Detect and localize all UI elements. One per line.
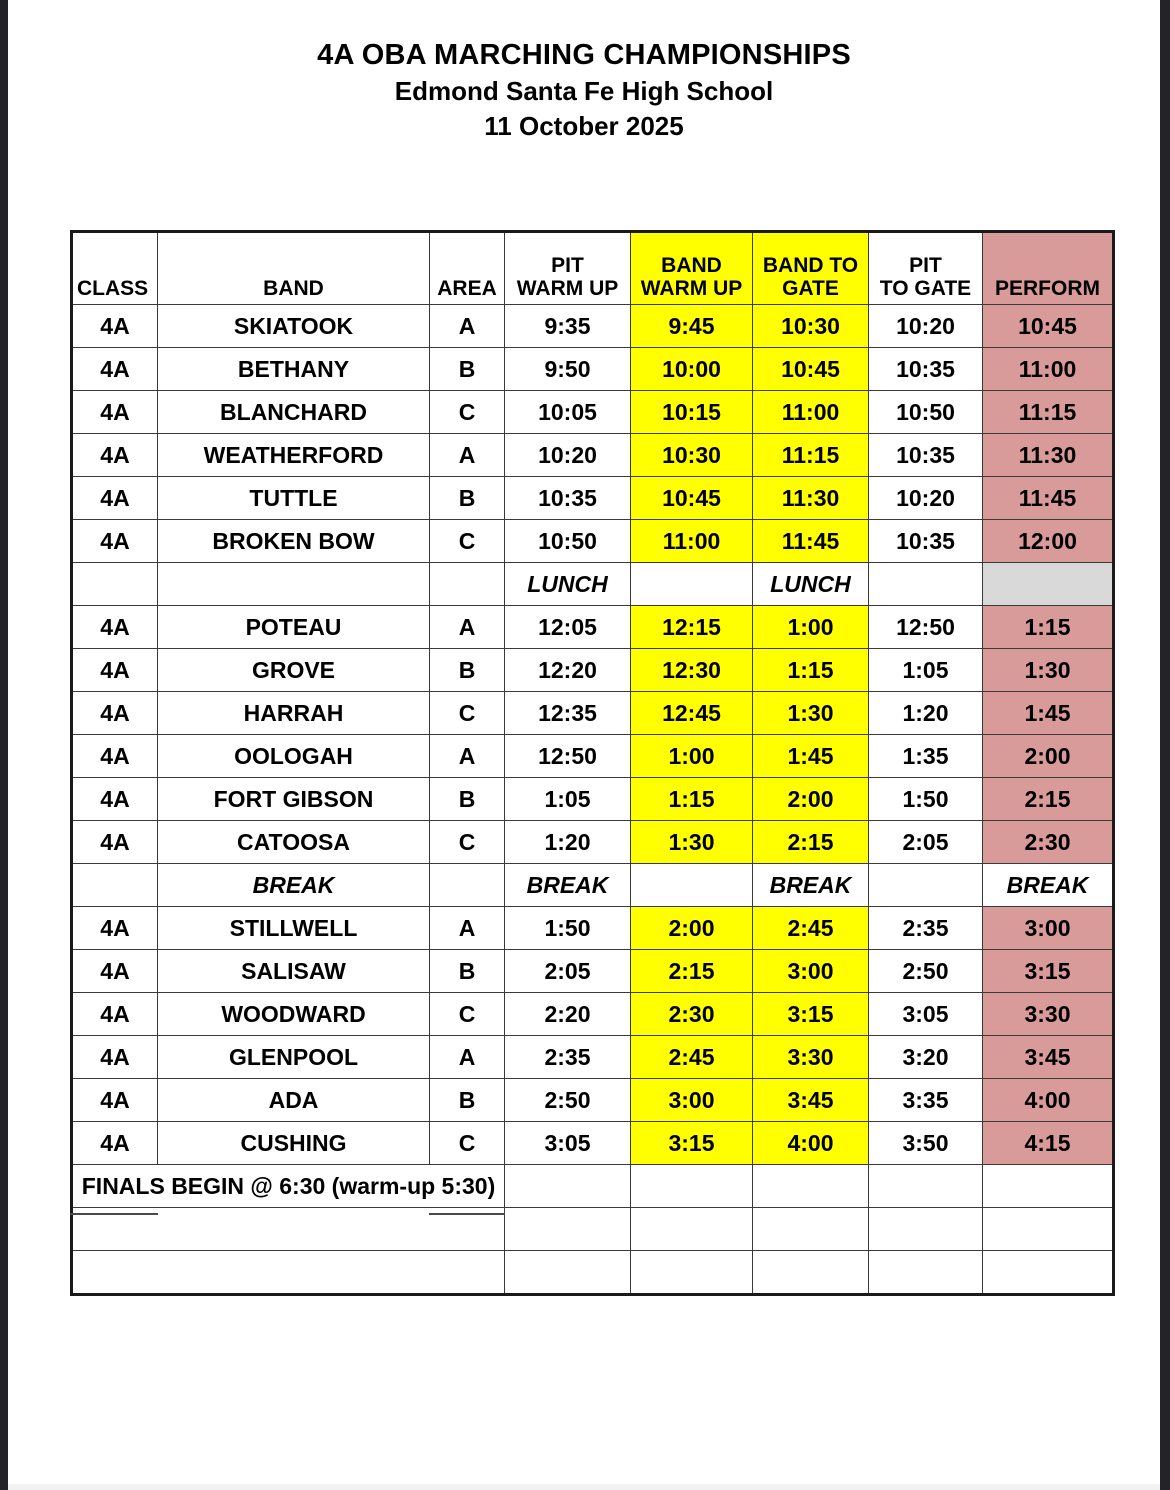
table-row [72, 950, 1114, 993]
cell-band-to-gate: 1:00 [753, 606, 869, 649]
cell-band: ADA [158, 1079, 430, 1122]
cell-band-warm-up: 12:30 [631, 649, 753, 692]
cell-area [430, 864, 505, 907]
cell-perform: 1:15 [983, 606, 1114, 649]
cell-band-to-gate: 2:15 [753, 821, 869, 864]
table-row [72, 907, 1114, 950]
cell-band-warm-up: 10:00 [631, 348, 753, 391]
cell-pit-to-gate: 10:20 [869, 477, 983, 520]
cell-pit-to-gate: 12:50 [869, 606, 983, 649]
cell-perform: 11:45 [983, 477, 1114, 520]
cell-blank [753, 1251, 869, 1295]
cell-pit-warm-up: BREAK [505, 864, 631, 907]
cell-pit-to-gate: 3:05 [869, 993, 983, 1036]
cell-band-warm-up: 2:00 [631, 907, 753, 950]
cell-band-to-gate: BREAK [753, 864, 869, 907]
cell-perform: 2:00 [983, 735, 1114, 778]
cell-pit-warm-up: 12:20 [505, 649, 631, 692]
cell-band-to-gate: 4:00 [753, 1122, 869, 1165]
cell-pit-to-gate: 3:20 [869, 1036, 983, 1079]
cell-blank [983, 1165, 1114, 1208]
cell-band-warm-up: 1:15 [631, 778, 753, 821]
column-header-band-to-gate-line1: BAND TO [762, 253, 859, 277]
cell-band-to-gate: 10:45 [753, 348, 869, 391]
cell-pit-to-gate: 10:20 [869, 305, 983, 348]
finals-note: FINALS BEGIN @ 6:30 (warm-up 5:30) [72, 1165, 505, 1208]
cell-pit-warm-up: 9:50 [505, 348, 631, 391]
cell-perform: 12:00 [983, 520, 1114, 563]
cell-perform: 4:15 [983, 1122, 1114, 1165]
cell-perform: 2:30 [983, 821, 1114, 864]
cell-band: CATOOSA [158, 821, 430, 864]
cell-pit-warm-up: 12:05 [505, 606, 631, 649]
cell-band-to-gate: 3:30 [753, 1036, 869, 1079]
cell-pit-to-gate: 10:35 [869, 348, 983, 391]
cell-pit-to-gate: 2:05 [869, 821, 983, 864]
cell-band-warm-up: 9:45 [631, 305, 753, 348]
cell-perform: 4:00 [983, 1079, 1114, 1122]
column-header-band-to-gate-line2: GATE [782, 277, 839, 301]
cell-area: A [430, 305, 505, 348]
table-row [72, 477, 1114, 520]
cell-area: C [430, 1122, 505, 1165]
cell-blank [631, 1251, 753, 1295]
cell-class: 4A [72, 477, 158, 520]
cell-pit-warm-up: 12:50 [505, 735, 631, 778]
cell-class: 4A [72, 735, 158, 778]
cell-band [158, 563, 430, 606]
cell-band-warm-up: 1:00 [631, 735, 753, 778]
table-row [72, 348, 1114, 391]
cell-band-warm-up: 3:00 [631, 1079, 753, 1122]
cell-blank [869, 1208, 983, 1251]
table-row [72, 606, 1114, 649]
cell-perform: 11:00 [983, 348, 1114, 391]
cell-perform: 11:30 [983, 434, 1114, 477]
footer-rule-right [429, 1213, 505, 1215]
cell-pit-to-gate: 10:50 [869, 391, 983, 434]
cell-perform: 1:30 [983, 649, 1114, 692]
cell-class: 4A [72, 348, 158, 391]
cell-band-to-gate: 3:15 [753, 993, 869, 1036]
cell-band-warm-up: 2:45 [631, 1036, 753, 1079]
column-header-pit-to-gate-line2: TO GATE [879, 277, 972, 301]
cell-band-warm-up: 2:15 [631, 950, 753, 993]
cell-area: B [430, 950, 505, 993]
cell-band-warm-up [631, 864, 753, 907]
table-row [72, 821, 1114, 864]
cell-blank [631, 1165, 753, 1208]
cell-band: TUTTLE [158, 477, 430, 520]
cell-band: HARRAH [158, 692, 430, 735]
cell-class: 4A [72, 821, 158, 864]
cell-perform: 3:00 [983, 907, 1114, 950]
cell-band-warm-up: 10:45 [631, 477, 753, 520]
cell-pit-warm-up: LUNCH [505, 563, 631, 606]
cell-class: 4A [72, 606, 158, 649]
cell-band: FORT GIBSON [158, 778, 430, 821]
cell-band: CUSHING [158, 1122, 430, 1165]
cell-pit-to-gate [869, 864, 983, 907]
column-header-band-warm-up [631, 232, 753, 305]
cell-area: A [430, 735, 505, 778]
cell-band: GLENPOOL [158, 1036, 430, 1079]
column-header-band: BAND [158, 232, 430, 305]
document-page [8, 0, 1160, 1484]
cell-band: BREAK [158, 864, 430, 907]
table-row [72, 520, 1114, 563]
table-row [72, 1036, 1114, 1079]
cell-blank [505, 1165, 631, 1208]
column-header-pit-to-gate [869, 232, 983, 305]
blank-row [72, 1251, 1114, 1295]
table-row [72, 778, 1114, 821]
column-header-pit-to-gate-line1: PIT [909, 253, 942, 277]
cell-band: STILLWELL [158, 907, 430, 950]
cell-band-warm-up: 12:15 [631, 606, 753, 649]
cell-blank [983, 1251, 1114, 1295]
cell-class: 4A [72, 692, 158, 735]
cell-pit-warm-up: 1:20 [505, 821, 631, 864]
cell-band-warm-up: 12:45 [631, 692, 753, 735]
table-row [72, 649, 1114, 692]
cell-area: C [430, 993, 505, 1036]
column-header-band-warm-up-line2: WARM UP [640, 277, 743, 301]
page-title: 4A OBA MARCHING CHAMPIONSHIPS [317, 39, 851, 71]
table-header-row [72, 232, 1114, 305]
cell-class: 4A [72, 778, 158, 821]
column-header-pit-warm-up-line1: PIT [551, 253, 584, 277]
cell-class: 4A [72, 391, 158, 434]
cell-band-to-gate: LUNCH [753, 563, 869, 606]
blank-row [72, 1208, 1114, 1251]
cell-class: 4A [72, 305, 158, 348]
footer-rule-left [70, 1213, 158, 1215]
cell-class [72, 563, 158, 606]
cell-area: B [430, 477, 505, 520]
cell-pit-warm-up: 1:05 [505, 778, 631, 821]
cell-blank [869, 1165, 983, 1208]
cell-pit-warm-up: 10:05 [505, 391, 631, 434]
cell-perform: 11:15 [983, 391, 1114, 434]
cell-perform: 3:30 [983, 993, 1114, 1036]
cell-area: B [430, 778, 505, 821]
cell-pit-warm-up: 1:50 [505, 907, 631, 950]
cell-blank [631, 1208, 753, 1251]
table-row [72, 434, 1114, 477]
cell-band: BLANCHARD [158, 391, 430, 434]
cell-band: WEATHERFORD [158, 434, 430, 477]
column-header-pit-warm-up-line2: WARM UP [516, 277, 619, 301]
cell-band: GROVE [158, 649, 430, 692]
cell-band: SALISAW [158, 950, 430, 993]
cell-class: 4A [72, 1079, 158, 1122]
table-row [72, 692, 1114, 735]
cell-band-to-gate: 2:00 [753, 778, 869, 821]
date-subtitle: 11 October 2025 [484, 110, 684, 141]
cell-band-to-gate: 1:45 [753, 735, 869, 778]
cell-pit-warm-up: 3:05 [505, 1122, 631, 1165]
cell-area: A [430, 434, 505, 477]
cell-perform: 10:45 [983, 305, 1114, 348]
cell-area: B [430, 348, 505, 391]
cell-class: 4A [72, 1122, 158, 1165]
cell-area: A [430, 606, 505, 649]
table-row [72, 993, 1114, 1036]
cell-band-to-gate: 1:30 [753, 692, 869, 735]
cell-area: C [430, 520, 505, 563]
table-row [72, 391, 1114, 434]
cell-perform: BREAK [983, 864, 1114, 907]
cell-pit-to-gate: 1:35 [869, 735, 983, 778]
schedule-table [70, 230, 1115, 1296]
cell-pit-to-gate: 10:35 [869, 520, 983, 563]
page-bottom-edge [8, 1484, 1160, 1490]
cell-pit-to-gate: 3:35 [869, 1079, 983, 1122]
cell-area: A [430, 907, 505, 950]
cell-blank [505, 1208, 631, 1251]
cell-band-warm-up: 1:30 [631, 821, 753, 864]
cell-band-warm-up: 10:30 [631, 434, 753, 477]
cell-band-to-gate: 3:45 [753, 1079, 869, 1122]
cell-pit-warm-up: 9:35 [505, 305, 631, 348]
cell-band: WOODWARD [158, 993, 430, 1036]
cell-band: BETHANY [158, 348, 430, 391]
table-row [72, 735, 1114, 778]
cell-blank [869, 1251, 983, 1295]
cell-class: 4A [72, 649, 158, 692]
table-row [72, 305, 1114, 348]
cell-band: POTEAU [158, 606, 430, 649]
cell-pit-to-gate: 10:35 [869, 434, 983, 477]
document-title-block [8, 36, 1160, 143]
cell-area: C [430, 692, 505, 735]
cell-band-warm-up: 11:00 [631, 520, 753, 563]
break-row [72, 864, 1114, 907]
table-row [72, 1079, 1114, 1122]
cell-blank [753, 1208, 869, 1251]
column-header-area: AREA [430, 232, 505, 305]
cell-pit-warm-up: 10:20 [505, 434, 631, 477]
cell-band-warm-up: 10:15 [631, 391, 753, 434]
cell-pit-to-gate: 2:35 [869, 907, 983, 950]
cell-area: B [430, 1079, 505, 1122]
cell-class [72, 864, 158, 907]
cell-band-to-gate: 11:15 [753, 434, 869, 477]
cell-pit-warm-up: 2:50 [505, 1079, 631, 1122]
finals-note-row [72, 1165, 1114, 1208]
cell-area: C [430, 391, 505, 434]
cell-blank [753, 1165, 869, 1208]
lunch-row [72, 563, 1114, 606]
cell-pit-to-gate: 1:50 [869, 778, 983, 821]
cell-pit-to-gate: 2:50 [869, 950, 983, 993]
cell-pit-warm-up: 2:20 [505, 993, 631, 1036]
cell-area: A [430, 1036, 505, 1079]
cell-class: 4A [72, 1036, 158, 1079]
cell-blank [72, 1251, 505, 1295]
column-header-pit-warm-up [505, 232, 631, 305]
cell-band-to-gate: 1:15 [753, 649, 869, 692]
cell-pit-warm-up: 10:50 [505, 520, 631, 563]
column-header-perform: PERFORM [983, 232, 1114, 305]
cell-pit-to-gate: 3:50 [869, 1122, 983, 1165]
cell-band-warm-up: 3:15 [631, 1122, 753, 1165]
cell-blank [983, 1208, 1114, 1251]
schedule-table-wrapper [70, 230, 1112, 1296]
cell-perform: 3:45 [983, 1036, 1114, 1079]
cell-pit-to-gate: 1:20 [869, 692, 983, 735]
cell-band-to-gate: 11:30 [753, 477, 869, 520]
cell-band-to-gate: 11:45 [753, 520, 869, 563]
cell-pit-warm-up: 12:35 [505, 692, 631, 735]
cell-class: 4A [72, 907, 158, 950]
cell-perform: 3:15 [983, 950, 1114, 993]
cell-area [430, 563, 505, 606]
cell-band: SKIATOOK [158, 305, 430, 348]
cell-pit-warm-up: 10:35 [505, 477, 631, 520]
column-header-band-to-gate [753, 232, 869, 305]
cell-pit-to-gate [869, 563, 983, 606]
column-header-band-warm-up-line1: BAND [661, 253, 722, 277]
cell-band-to-gate: 2:45 [753, 907, 869, 950]
cell-band-warm-up [631, 563, 753, 606]
cell-area: C [430, 821, 505, 864]
cell-area: B [430, 649, 505, 692]
cell-class: 4A [72, 950, 158, 993]
cell-band-to-gate: 3:00 [753, 950, 869, 993]
cell-class: 4A [72, 993, 158, 1036]
cell-class: 4A [72, 434, 158, 477]
cell-class: 4A [72, 520, 158, 563]
cell-perform: 2:15 [983, 778, 1114, 821]
cell-pit-to-gate: 1:05 [869, 649, 983, 692]
cell-band-to-gate: 10:30 [753, 305, 869, 348]
cell-band-warm-up: 2:30 [631, 993, 753, 1036]
cell-pit-warm-up: 2:05 [505, 950, 631, 993]
cell-blank [505, 1251, 631, 1295]
cell-perform [983, 563, 1114, 606]
cell-band-to-gate: 11:00 [753, 391, 869, 434]
table-row [72, 1122, 1114, 1165]
cell-pit-warm-up: 2:35 [505, 1036, 631, 1079]
venue-subtitle: Edmond Santa Fe High School [394, 76, 774, 107]
cell-band: OOLOGAH [158, 735, 430, 778]
cell-band: BROKEN BOW [158, 520, 430, 563]
cell-perform: 1:45 [983, 692, 1114, 735]
column-header-class: CLASS [72, 232, 158, 305]
